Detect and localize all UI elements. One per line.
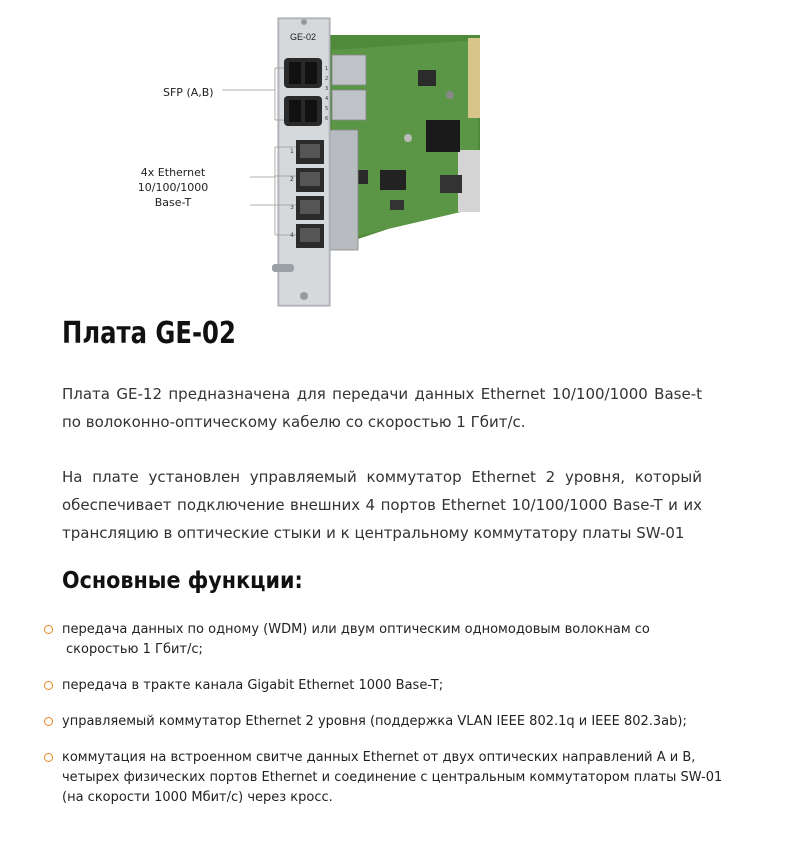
panel-label: GE-02 — [289, 32, 317, 42]
sfp-number: 4 — [325, 96, 329, 102]
functions-heading: Основные функции: — [62, 568, 303, 594]
description-paragraph: Плата GE-12 предназначена для передачи данных Ethernet 10/100/1000 Base-t по волоконно-оптическому кабелю со скоростью 1 Гбит/с. — [62, 385, 702, 431]
sfp-cage — [332, 55, 366, 85]
chip — [380, 170, 406, 190]
ethernet-callout-line: Base-T — [154, 196, 192, 209]
chip — [426, 120, 460, 152]
chip — [440, 175, 462, 193]
list-item-text: управляемый коммутатор Ethernet 2 уровня (поддержка VLAN IEEE 802.1q и IEEE 802.3ab); — [62, 714, 687, 729]
list-item — [44, 712, 744, 732]
bullet-circle-icon — [44, 681, 53, 690]
ethernet-callout-line: 4x Ethernet — [140, 166, 206, 179]
list-item-text: передача данных по одному (WDM) или двум оптическим одномодовым волокнам со — [62, 622, 650, 637]
sfp-callout-label: SFP (A,B) — [163, 86, 214, 99]
sfp-number: 2 — [325, 76, 329, 82]
bullet-circle-icon — [44, 717, 53, 726]
port-number: 2 — [290, 176, 294, 183]
list-item — [44, 620, 744, 660]
ethernet-callout-line: 10/100/1000 — [137, 181, 209, 194]
chip — [390, 200, 404, 210]
sfp-cage — [332, 90, 366, 120]
description-paragraph: На плате установлен управляемый коммутатор Ethernet 2 уровня, который обеспечивает подключение внешних 4 портов Ethernet 10/100/1000 Base-T и их трансляцию в оптические стыки и к центральному коммутатору платы SW-01 — [62, 468, 702, 542]
port-number: 4 — [290, 232, 294, 239]
sfp-number: 5 — [325, 106, 329, 112]
list-item — [44, 676, 744, 696]
list-item — [44, 748, 744, 808]
chip — [418, 70, 436, 86]
eject-lever — [272, 264, 294, 272]
bullet-circle-icon — [44, 625, 53, 634]
port-number: 1 — [290, 148, 294, 155]
bullet-circle-icon — [44, 753, 53, 762]
sfp-number: 3 — [325, 86, 329, 92]
product-image — [150, 10, 500, 310]
functions-list — [44, 620, 744, 808]
sfp-number: 1 — [325, 66, 329, 72]
list-item-text: коммутация на встроенном свитче данных Ethernet от двух оптических направлений А и В, четырех физических портов Ethernet и соединение с центральным коммутатором платы SW-01 (на скорости 1000 Мбит/с) через кросс. — [62, 750, 723, 805]
list-item-text: передача в тракте канала Gigabit Ethernet 1000 Base-T; — [62, 678, 444, 693]
port-number: 3 — [290, 204, 294, 211]
sfp-number: 6 — [325, 116, 329, 122]
rj45-block — [328, 130, 358, 250]
ethernet-callout-label — [130, 165, 216, 210]
page-title: Плата GE-02 — [62, 316, 236, 351]
list-item-text: скоростью 1 Гбит/с; — [66, 642, 203, 657]
board-connector — [468, 38, 480, 118]
